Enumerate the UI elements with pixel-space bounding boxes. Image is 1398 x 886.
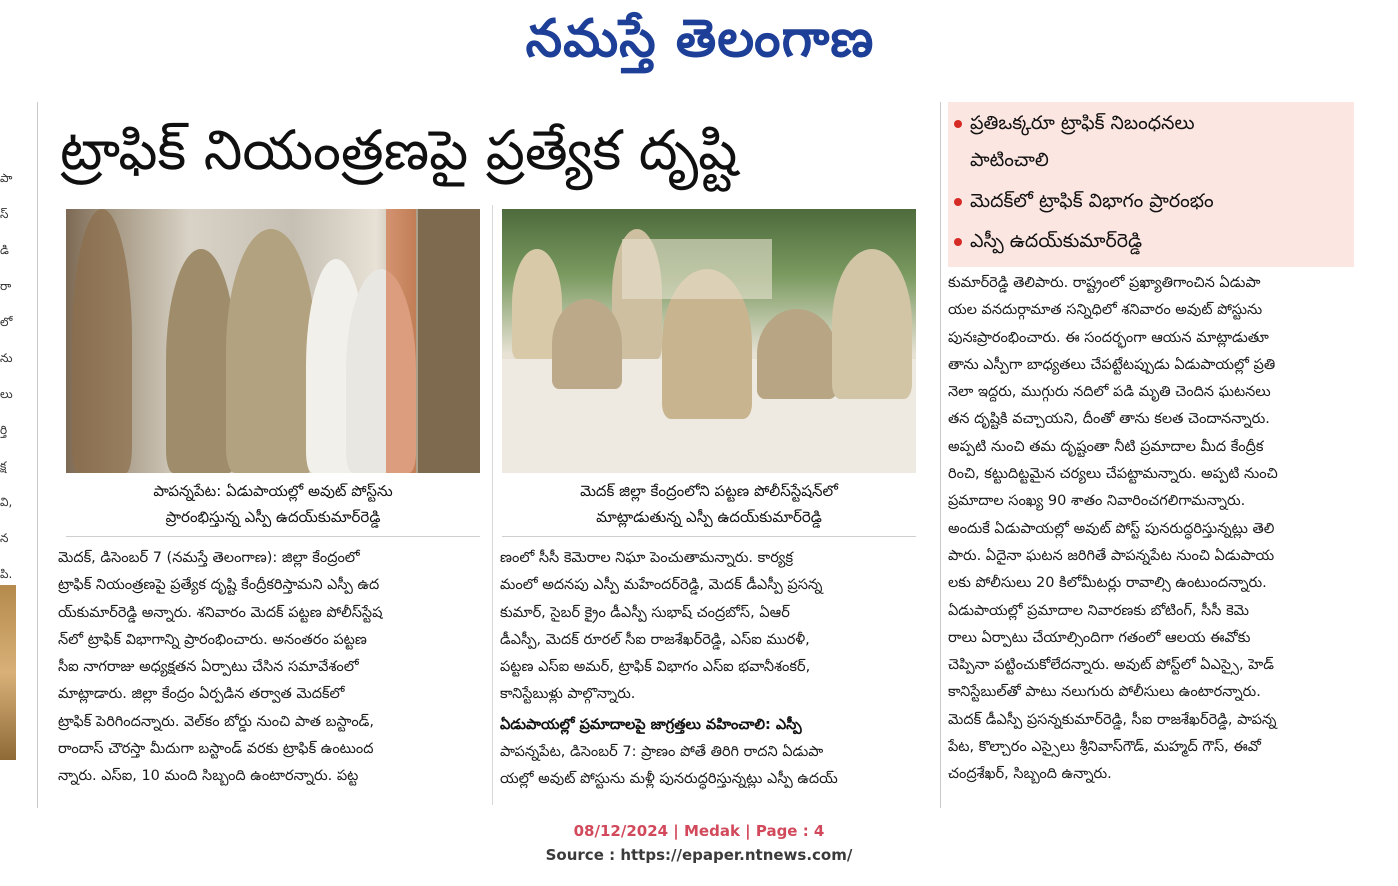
article-line: చెప్పినా పట్టించుకోలేదన్నారు. అవుట్ పోస్ట్‌లో ఏఎస్సై, హెడ్: [948, 657, 1274, 674]
photo-outpost-inauguration: [66, 209, 480, 473]
masthead-logo: నమస్తే తెలంగాణ: [525, 9, 875, 69]
adjacent-article-fragment: ను: [0, 351, 13, 365]
column-rule-left: [37, 102, 38, 808]
adjacent-article-fragment: ర్తి: [0, 423, 8, 437]
article-line: మెదక్ డీఎస్పీ ప్రసన్నకుమార్‌రెడ్డి, సీఐ రాజశేఖర్‌రెడ్డి, పాపన్న: [948, 711, 1277, 728]
photo-caption: [66, 478, 480, 537]
article-line: కానిస్టేబుల్‌తో పాటు నలుగురు పోలీసులు ఉంటారన్నారు.: [948, 684, 1261, 701]
adjacent-article-fragment: లో: [0, 315, 13, 329]
article-column-1: [58, 545, 486, 795]
bullet-icon: [954, 238, 962, 246]
article-line: పునఃప్రారంభించారు. ఈ సందర్భంగా ఆయన మాట్లాడుతూ: [948, 329, 1269, 346]
caption-line: ప్రారంభిస్తున్న ఎస్పీ ఉదయ్‌కుమార్‌రెడ్డి: [165, 508, 381, 526]
page-footer-source: Source : https://epaper.ntnews.com/: [545, 846, 853, 864]
highlight-text: ఎస్పీ ఉదయ్‌కుమార్‌రెడ్డి: [970, 230, 1143, 252]
adjacent-article-fragment: క్ష: [0, 459, 7, 473]
article-line: నెలా ఇద్దరు, ముగ్గురు నదిలో పడి మృతి చెందిన ఘటనలు: [948, 384, 1271, 401]
adjacent-article-fragment: వి,: [0, 495, 13, 509]
article-line: న్నారు. ఎస్ఐ, 10 మంది సిబ్బంది ఉంటారన్నారు. పట్ట: [58, 768, 359, 785]
article-line: తాను ఎస్పీగా బాధ్యతలు చేపట్టేటప్పుడు ఏడుపాయల్లో ప్రతి: [948, 356, 1276, 373]
adjacent-article-fragment: స్: [0, 207, 9, 221]
adjacent-article-fragment: పి.: [0, 567, 13, 581]
article-line: ట్రాఫిక్ పెరిగిందన్నారు. వెల్‌కం బోర్డు నుంచి పాత బస్టాండ్,: [58, 713, 375, 730]
adjacent-article-fragment: లు: [0, 387, 13, 401]
article-line: ణంలో సీసీ కెమెరాల నిఘా పెంచుతామన్నారు. కార్యక్ర: [500, 550, 794, 566]
article-column-2: [500, 545, 920, 710]
bullet-icon: [954, 198, 962, 206]
article-line: రాందాస్ చౌరస్తా మీదుగా బస్టాండ్ వరకు ట్రాఫిక్ ఉంటుంద: [58, 741, 374, 758]
adjacent-article-photo: [0, 585, 16, 760]
article-line: పాపన్నపేట, డిసెంబర్ 7: ప్రాణం పోతే తిరిగి రాదని ఏడుపా: [500, 744, 824, 760]
article-line: మెదక్, డిసెంబర్ 7 (నమస్తే తెలంగాణ): జిల్లా కేంద్రంలో: [58, 550, 360, 566]
caption-line: మాట్లాడుతున్న ఎస్పీ ఉదయ్‌కుమార్‌రెడ్డి: [596, 508, 822, 526]
article-line: కుమార్‌రెడ్డి తెలిపారు. రాష్ట్రంలో ప్రఖ్యాతిగాంచిన ఏడుపా: [948, 275, 1261, 291]
article-line: చంద్రశేఖర్, సిబ్బంది ఉన్నారు.: [948, 766, 1112, 783]
article-column-3: [948, 270, 1348, 800]
article-line: మాట్లాడారు. జిల్లా కేంద్రం ఏర్పడిన తర్వాత మెదక్‌లో: [58, 686, 345, 703]
highlight-item: [970, 186, 1214, 216]
article-line: పారు. ఏదైనా ఘటన జరిగితే పాపన్నపేట నుంచి ఏడుపాయ: [948, 547, 1275, 564]
highlight-text: పాటించాలి: [970, 149, 1049, 171]
article-line: కుమార్, సైబర్ క్రైం డీఎస్పీ సుభాష్ చంద్రబోస్, ఏఆర్: [500, 604, 790, 621]
article-line: మంలో అదనపు ఎస్పీ మహేందర్‌రెడ్డి, మెదక్ డీఎస్పీ ప్రసన్న: [500, 577, 823, 594]
caption-line: పాపన్నపేట: ఏడుపాయల్లో అవుట్ పోస్ట్‌ను: [153, 482, 393, 500]
highlight-item: [970, 145, 1049, 175]
caption-line: మెదక్ జిల్లా కేంద్రంలోని పట్టణ పోలీస్‌స్టేషన్‌లో: [580, 482, 838, 500]
column-rule-middle: [492, 205, 493, 805]
article-line: యల వనదుర్గామాత సన్నిధిలో శనివారం అవుట్ పోస్టును: [948, 302, 1263, 319]
article-column-2-continued: [500, 739, 920, 795]
photo-police-meeting: [502, 209, 916, 473]
highlight-text: ప్రతిఒక్కరూ ట్రాఫిక్ నిబంధనలు: [970, 112, 1195, 134]
article-line: కానిస్టేబుళ్లు పాల్గొన్నారు.: [500, 686, 636, 703]
article-line: అందుకే ఏడుపాయల్లో అవుట్ పోస్ట్ పునరుద్ధరిస్తున్నట్లు తెలి: [948, 520, 1275, 537]
article-line: డీఎస్పీ, మెదక్ రూరల్ సీఐ రాజశేఖర్‌రెడ్డి, ఎస్ఐ మురళీ,: [500, 631, 810, 648]
article-line: సీఐ నాగరాజు అధ్యక్షతన ఏర్పాటు చేసిన సమావేశంలో: [58, 659, 359, 676]
highlight-item: [970, 226, 1142, 256]
article-subheading: ఏడుపాయల్లో ప్రమాదాలపై జాగ్రత్తలు వహించాలి: ఎస్పీ: [500, 717, 802, 733]
article-line: రించి, కట్టుదిట్టమైన చర్యలు చేపట్టామన్నారు. అప్పటి నుంచి: [948, 466, 1278, 483]
article-line: ట్రాఫిక్ నియంత్రణపై ప్రత్యేక దృష్టి కేంద్రీకరిస్తామని ఎస్పీ ఉద: [58, 577, 380, 594]
photo-caption: [502, 478, 916, 537]
adjacent-article-fragment: డి: [0, 243, 9, 257]
page-footer-date: 08/12/2024 | Medak | Page : 4: [573, 822, 825, 840]
article-line: ప్రమాదాల సంఖ్య 90 శాతం నివారించగలిగామన్నారు.: [948, 493, 1246, 510]
article-line: పేట, కొల్చారం ఎస్సైలు శ్రీనివాస్‌గౌడ్, మహ్మద్ గౌస్, ఈవో: [948, 739, 1261, 756]
article-line: లకు పోలీసులు 20 కిలోమీటర్లు రావాల్సి ఉంటుందన్నారు.: [948, 575, 1267, 592]
adjacent-article-fragment: పా: [0, 171, 13, 185]
highlights-box: [948, 102, 1354, 267]
article-line: య్‌కుమార్‌రెడ్డి అన్నారు. శనివారం మెదక్ పట్టణ పోలీస్‌స్టేష: [58, 604, 383, 621]
highlight-item: [970, 108, 1195, 138]
article-line: తన దృష్టికి వచ్చాయని, దీంతో తాను కలత చెందానన్నారు.: [948, 411, 1270, 428]
article-headline: ట్రాఫిక్ నియంత్రణపై ప్రత్యేక దృష్టి: [60, 118, 738, 182]
article-line: పట్టణ ఎస్ఐ అమర్, ట్రాఫిక్ విభాగం ఎస్ఐ భవానీశంకర్,: [500, 659, 811, 676]
adjacent-article-fragment: రా: [0, 279, 12, 293]
highlight-text: మెదక్‌లో ట్రాఫిక్ విభాగం ప్రారంభం: [970, 190, 1214, 212]
column-rule-right: [940, 102, 941, 808]
article-line: అప్పటి నుంచి తమ దృష్టంతా నీటి ప్రమాదాల మీద కేంద్రీక: [948, 438, 1264, 455]
adjacent-article-fragment: న: [0, 531, 9, 545]
article-line: రాలు ఏర్పాటు చేయాల్సిందిగా గతంలో ఆలయ ఈవోకు: [948, 629, 1251, 646]
article-line: యల్లో అవుట్ పోస్టును మళ్లీ పునరుద్ధరిస్తున్నట్లు ఎస్పీ ఉదయ్: [500, 771, 838, 788]
article-line: న్‌లో ట్రాఫిక్ విభాగాన్ని ప్రారంభించారు. అనంతరం పట్టణ: [58, 631, 367, 648]
article-line: ఏడుపాయల్లో ప్రమాదాల నివారణకు బోటింగ్, సీసీ కెమె: [948, 602, 1249, 619]
bullet-icon: [954, 120, 962, 128]
